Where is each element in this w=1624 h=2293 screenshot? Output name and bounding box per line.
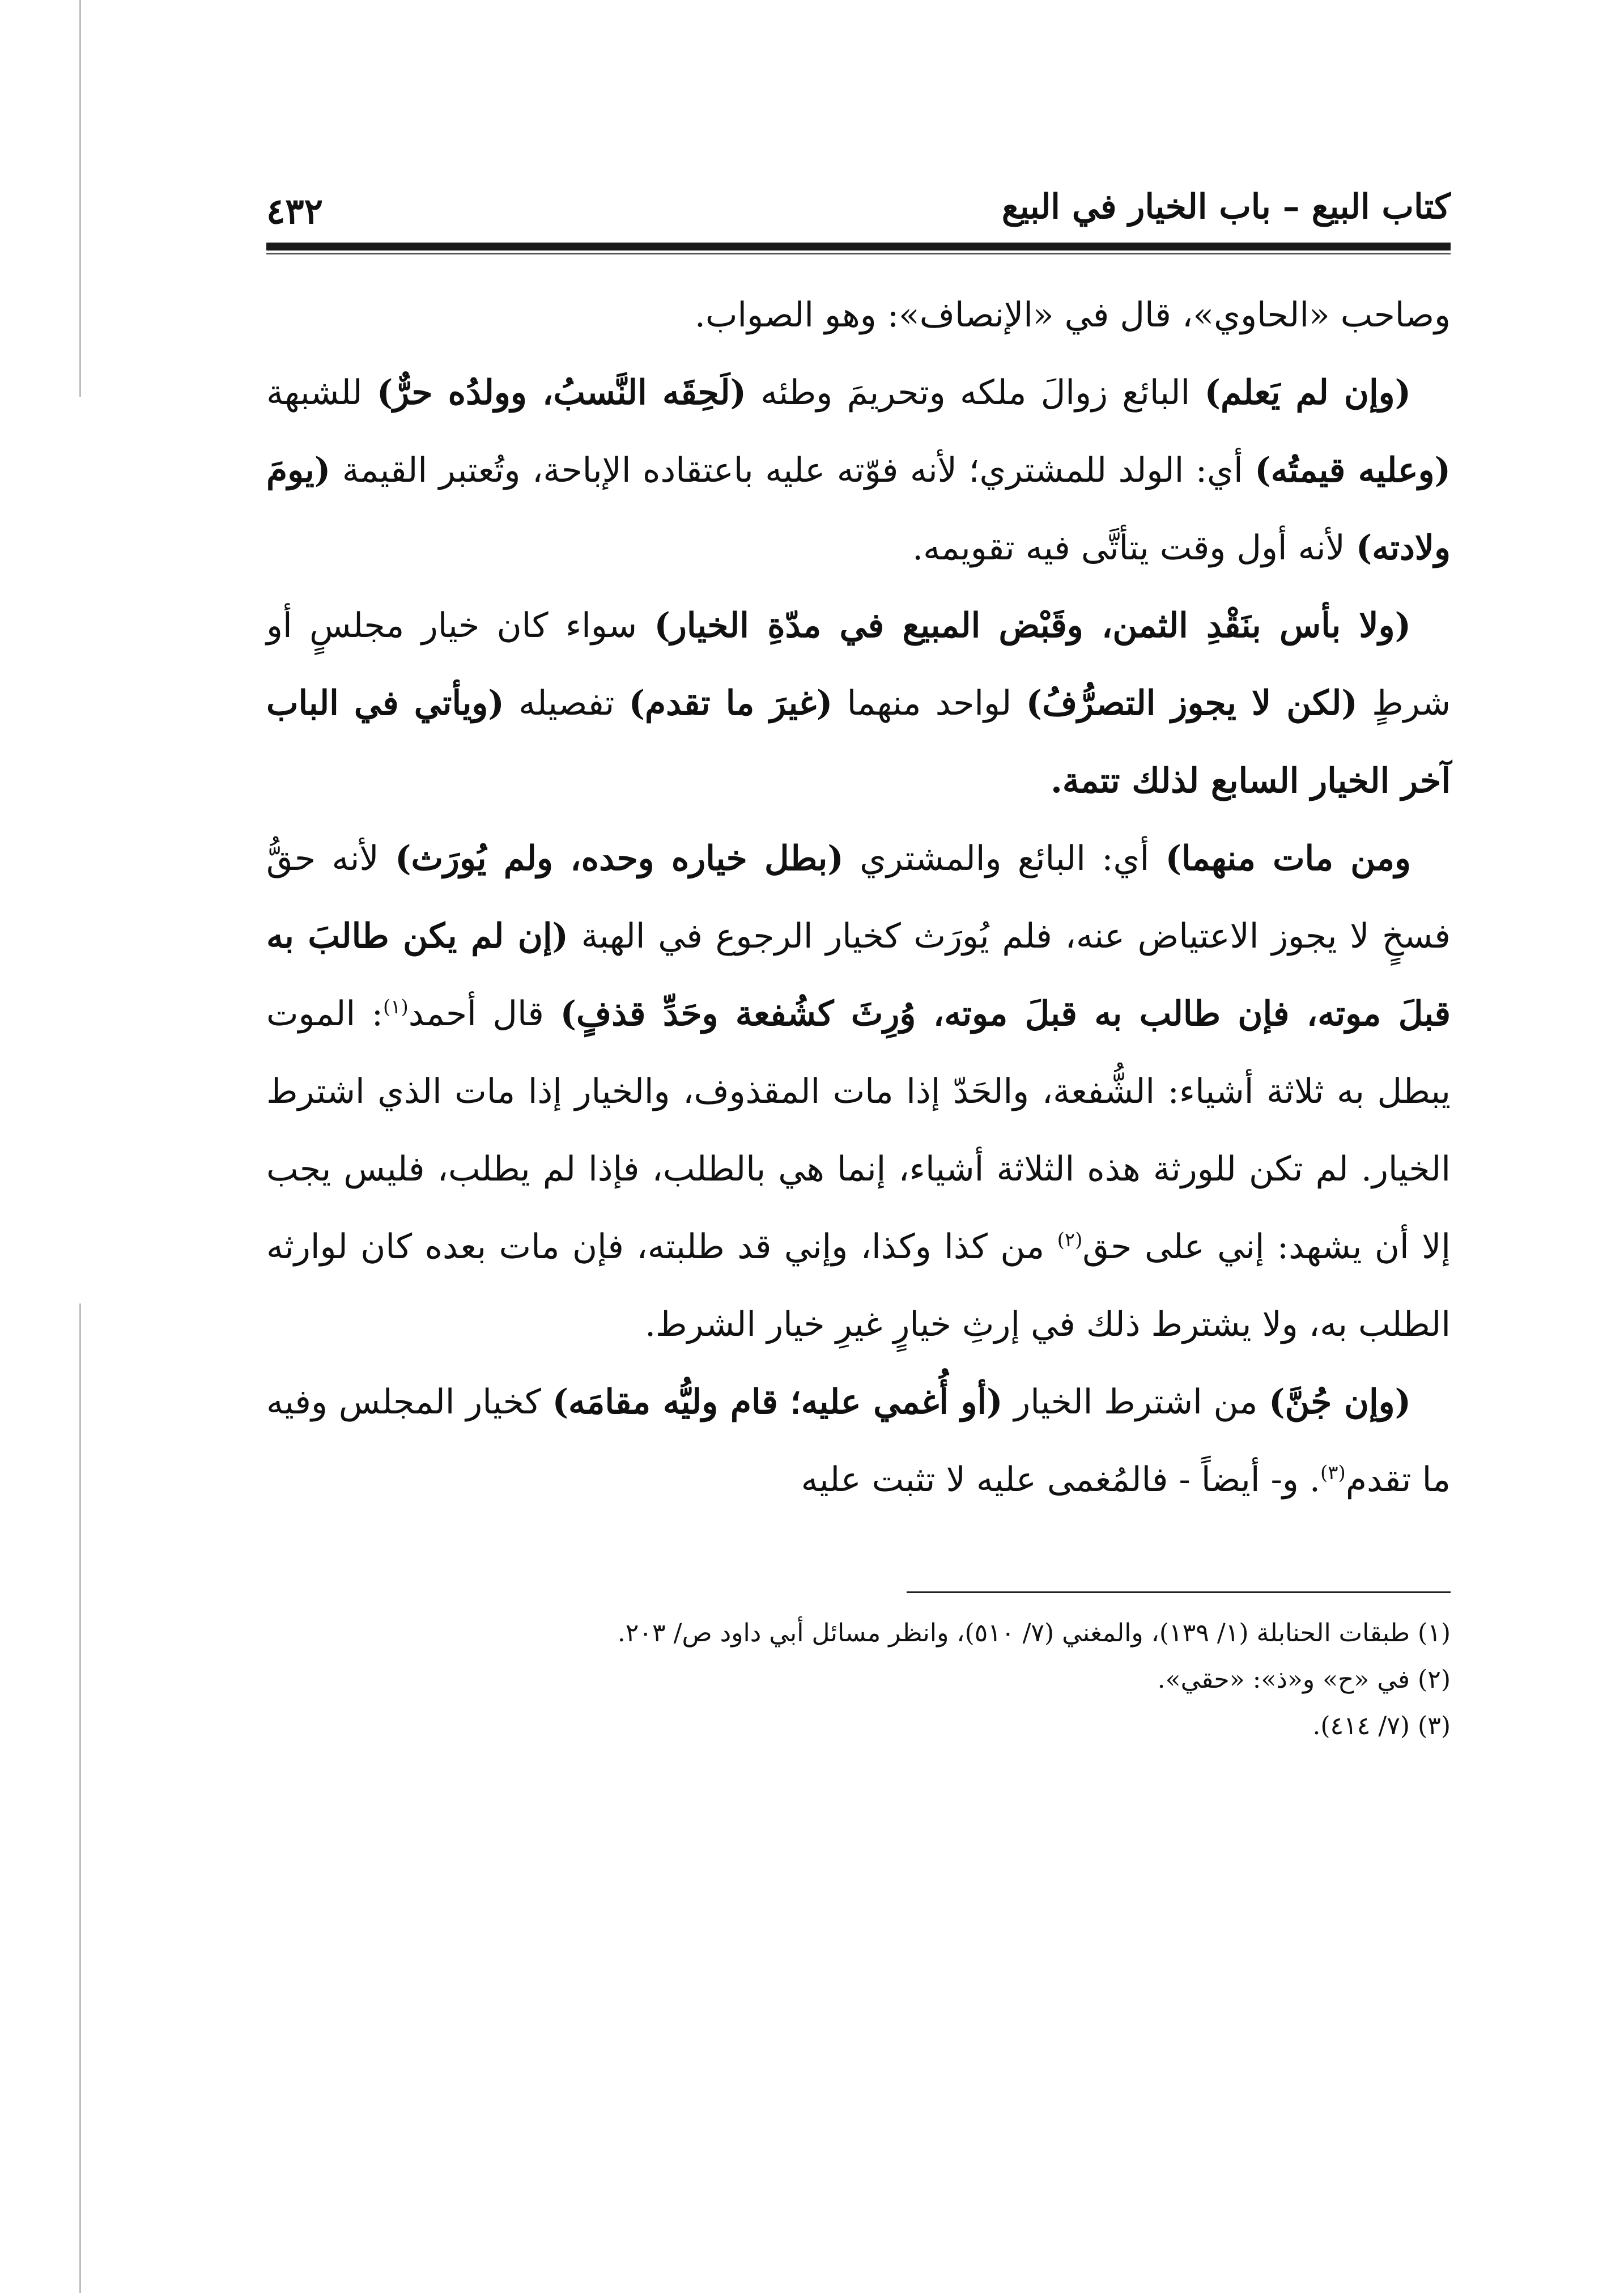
bold-matn-text: (وإن لم يَعلم) — [1204, 373, 1411, 413]
bold-matn-text: (يومَ ولادته) — [266, 451, 1451, 568]
commentary-text: . و- أيضاً - فالمُغمى عليه لا تثبت عليه — [801, 1460, 1321, 1500]
bold-matn-text: (بطل خياره وحده، ولم يُورَث) — [395, 839, 844, 878]
commentary-text: أي: البائع والمشتري — [843, 839, 1166, 878]
header-rule — [266, 243, 1451, 250]
footnote-separator — [907, 1591, 1451, 1593]
commentary-text: من اشترط الخيار — [1002, 1382, 1269, 1422]
paragraph-5 — [266, 1364, 1451, 1519]
commentary-text: : الموت يبطل به ثلاثة أشياء: الشُّفعة، والحَدّ إذا مات المقذوف، والخيار إذا مات الذي اشترط الخيار. لم تكن للورثة هذه الثلاثة أشياء، إنما هي بالطلب، فإذا لم يطلب، فليس يجب إلا أن يشهد: إني على حق — [266, 994, 1451, 1267]
page-number: ٤٣٢ — [266, 190, 323, 232]
bold-matn-text: (ولا بأس بنَقْدِ الثمن، وقَبْض المبيع في مدّةِ الخيار) — [654, 606, 1412, 646]
footnote-2: (٢) في «ح» و«ذ»: «حقي». — [1157, 1665, 1451, 1694]
commentary-text: سواء كان خيار مجلسٍ أو شرطٍ — [266, 606, 1451, 723]
bold-matn-text: (لَحِقَه النَّسبُ، وولدُه حرٌّ) — [376, 373, 746, 413]
bold-matn-text: (إن لم يكن طالبَ به قبلَ موته، فإن طالب به قبلَ موته، وُرِثَ كشُفعة وحَدِّ قذفٍ) — [266, 916, 1451, 1034]
commentary-text: لأنه حقُّ فسخٍ لا يجوز الاعتياض عنه، فلم يُورَث كخيار الرجوع في الهبة — [266, 839, 1451, 956]
paragraph-1 — [266, 277, 1451, 354]
header-rule-thin — [266, 253, 1451, 254]
bold-matn-text: (وإن جُنَّ) — [1269, 1382, 1411, 1422]
commentary-text: وصاحب «الحاوي»، قال في «الإنصاف»: وهو الصواب. — [694, 295, 1451, 335]
commentary-text: أي: الولد للمشتري؛ لأنه فوّته عليه باعتقاده الإباحة، وتُعتبر القيمة — [330, 451, 1255, 490]
main-text — [266, 277, 1451, 1519]
commentary-text: من كذا وكذا، وإني قد طلبته، فإن مات بعده كان لوارثه الطلب به، ولا يشترط ذلك في إرثِ خيارٍ غيرِ خيار الشرط. — [266, 1227, 1451, 1344]
book-page — [266, 170, 1451, 1750]
binding-line-upper — [79, 0, 81, 397]
running-header — [266, 170, 1451, 255]
footnote-marker: (٣) — [1320, 1462, 1346, 1484]
bold-matn-text: (وعليه قيمتُه) — [1255, 451, 1451, 490]
commentary-text: تفصيله — [504, 683, 629, 723]
paragraph-4 — [266, 820, 1451, 1364]
commentary-text: للشبهة — [266, 373, 377, 413]
bold-matn-text: (ويأتي في الباب آخر الخيار السابع لذلك تتمة. — [266, 683, 1451, 801]
footnote-marker: (١) — [383, 996, 409, 1018]
paragraph-2 — [266, 354, 1451, 587]
commentary-text: البائع زوالَ ملكه وتحريمَ وطئه — [746, 373, 1205, 413]
bold-matn-text: (لكن لا يجوز التصرُّفُ) — [1026, 683, 1358, 723]
commentary-text: لواحد منهما — [832, 683, 1026, 723]
commentary-text: كخيار المجلس وفيه ما تقدم — [266, 1382, 1451, 1500]
footnote-1: (١) طبقات الحنابلة (١/ ١٣٩)، والمغني (٧/ ٥١٠)، وانظر مسائل أبي داود ص/ ٢٠٣. — [617, 1619, 1451, 1647]
bold-matn-text: ومن مات منهما) — [1165, 839, 1412, 878]
paragraph-3 — [266, 587, 1451, 820]
running-title: كتاب البيع – باب الخيار في البيع — [1001, 187, 1451, 227]
footnotes — [266, 1610, 1451, 1750]
bold-matn-text: (غيرَ ما تقدم) — [628, 683, 833, 723]
bold-matn-text: (أو أُغمي عليه؛ قام وليُّه مقامَه) — [552, 1382, 1003, 1422]
footnote-marker: (٢) — [1057, 1229, 1083, 1251]
binding-line-lower — [79, 1303, 81, 2293]
commentary-text: لأنه أول وقت يتأتَّى فيه تقويمه. — [912, 528, 1356, 568]
footnote-3: (٣) (٧/ ٤١٤). — [1312, 1712, 1451, 1740]
commentary-text: قال أحمد — [408, 994, 560, 1034]
